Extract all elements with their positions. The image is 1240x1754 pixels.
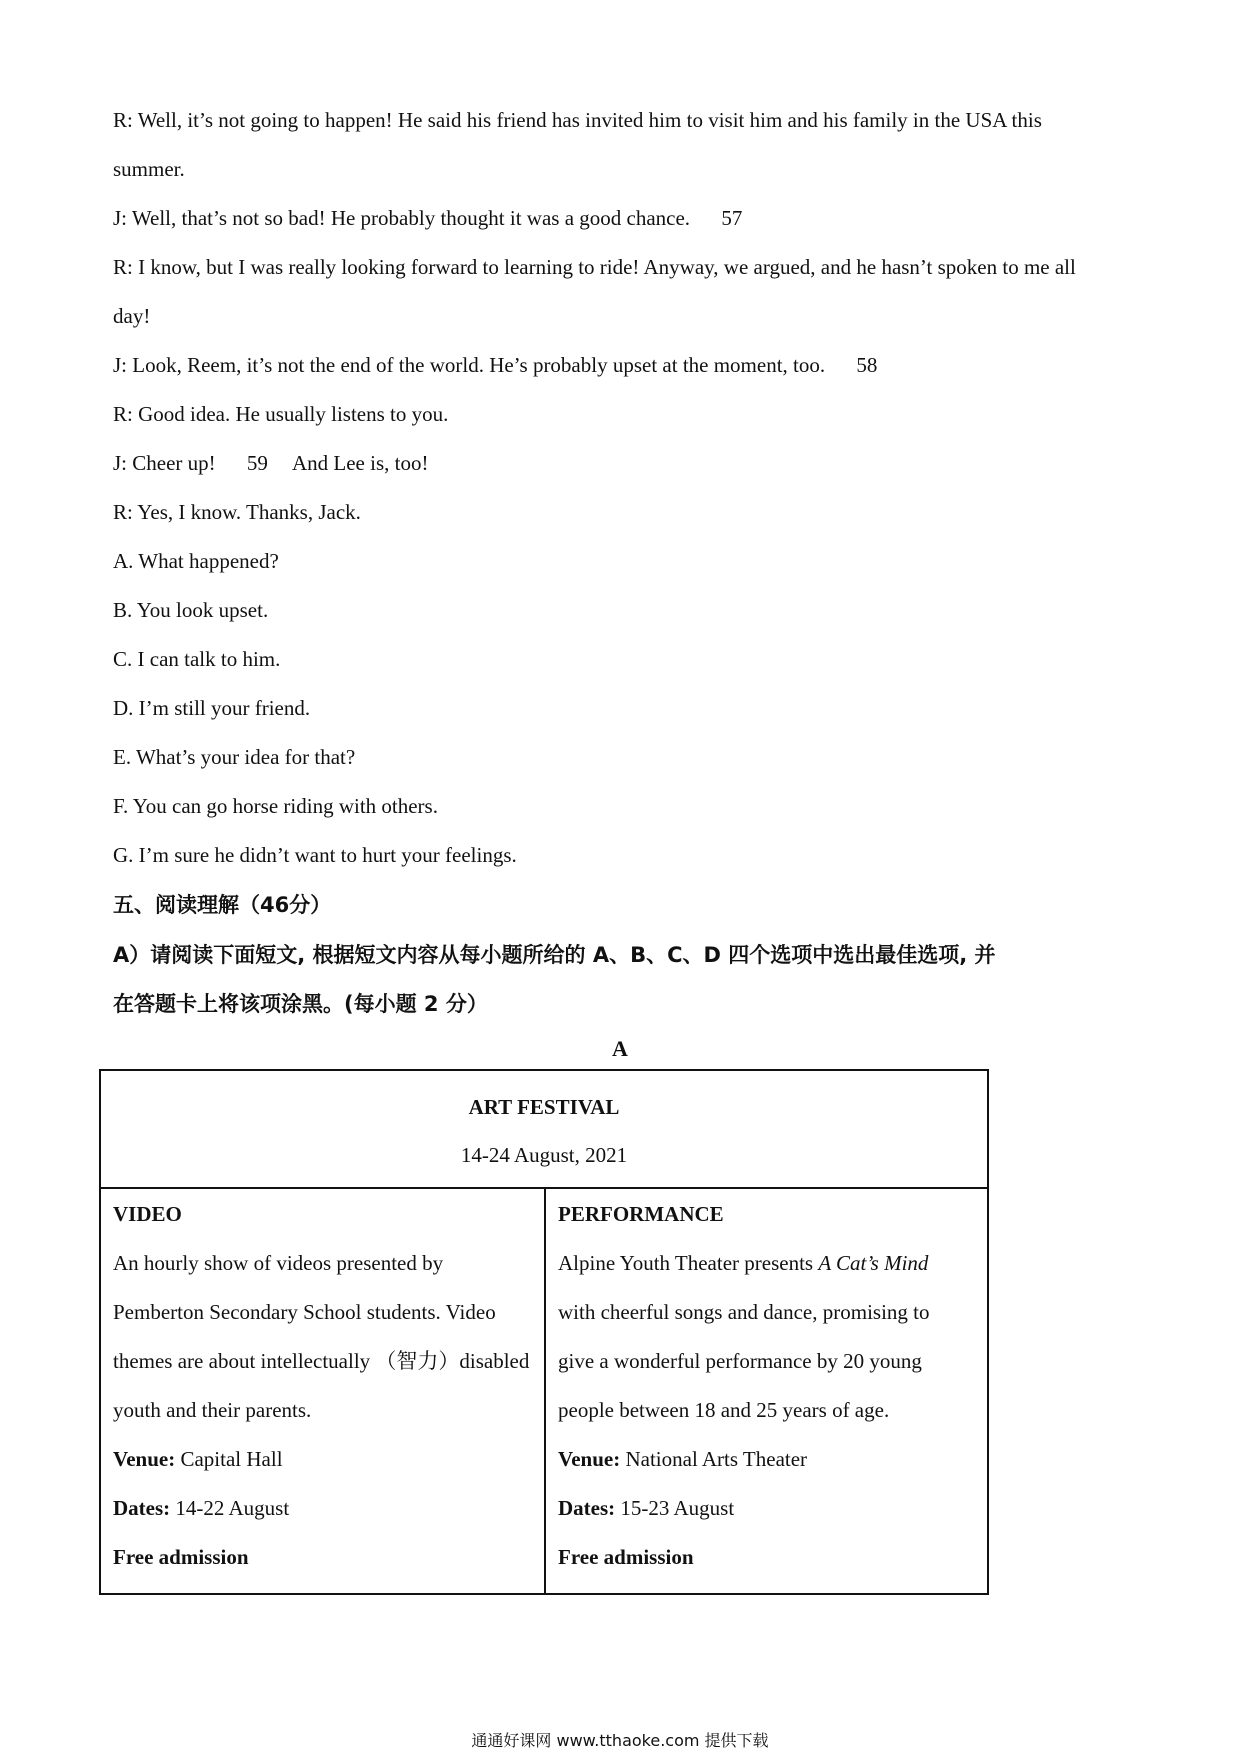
option-d: D. I’m still your friend. [113,696,311,720]
performance-admission: Free admission [558,1545,694,1569]
dialogue-line-1: R: Well, it’s not going to happen! He said his friend has invited him to visit him and his family in the USA this [113,108,1042,132]
answer-blank-59[interactable]: 59 [246,451,268,475]
performance-venue: Venue: National Arts Theater [558,1447,808,1471]
option-e: E. What’s your idea for that? [113,745,356,769]
video-desc-line-3: themes are about intellectually （智力）disabled [113,1349,530,1373]
video-heading: VIDEO [113,1202,182,1226]
option-b: B. You look upset. [113,598,269,622]
dialogue-line-8: J: Cheer up! 59 And Lee is, too! [113,451,429,475]
festival-dates: 14-24 August, 2021 [460,1143,628,1167]
option-g: G. I’m sure he didn’t want to hurt your feelings. [113,843,517,867]
performance-desc-line-4: people between 18 and 25 years of age. [558,1398,890,1422]
dialogue-line-5: day! [113,304,151,328]
performance-desc-line-2: with cheerful songs and dance, promising to [558,1300,930,1324]
passage-letter: A [612,1036,628,1061]
option-a: A. What happened? [113,549,279,573]
column-divider [544,1187,546,1595]
dialogue-line-3: J: Well, that’s not so bad! He probably thought it was a good chance. 57 [113,205,762,231]
video-desc-line-4: youth and their parents. [113,1398,312,1422]
dialogue-line-4: R: I know, but I was really looking forward to learning to ride! Anyway, we argued, and he hasn’t spoken to me all [113,255,1076,279]
page-footer: 通通好课网 www.tthaoke.com 提供下载 [471,1731,769,1750]
answer-blank-57[interactable]: 57 [721,206,743,230]
table-header [101,1071,987,1189]
option-c: C. I can talk to him. [113,647,281,671]
answer-blank-58[interactable]: 58 [856,353,878,377]
section-heading: 五、阅读理解（46分） [113,893,332,917]
instruction-line-2: 在答题卡上将该项涂黑。(每小题 2 分） [113,992,488,1016]
dialogue-line-7: R: Good idea. He usually listens to you. [113,402,449,426]
performance-dates: Dates: 15-23 August [558,1496,735,1520]
performance-desc-line-1: Alpine Youth Theater presents A Cat’s Mind [558,1251,929,1275]
instruction-line-1: A）请阅读下面短文, 根据短文内容从每小题所给的 A、B、C、D 四个选项中选出最佳选项, 并 [113,943,996,967]
performance-heading: PERFORMANCE [558,1202,724,1226]
video-venue: Venue: Capital Hall [113,1447,283,1471]
option-f: F. You can go horse riding with others. [113,794,438,818]
video-desc-line-2: Pemberton Secondary School students. Video [113,1300,496,1324]
dialogue-line-2: summer. [113,157,185,181]
art-festival-table [99,1069,989,1595]
festival-title: ART FESTIVAL [468,1095,620,1119]
dialogue-line-9: R: Yes, I know. Thanks, Jack. [113,500,361,524]
video-desc-line-1: An hourly show of videos presented by [113,1251,444,1275]
performance-desc-line-3: give a wonderful performance by 20 young [558,1349,922,1373]
video-dates: Dates: 14-22 August [113,1496,290,1520]
video-admission: Free admission [113,1545,249,1569]
dialogue-line-6: J: Look, Reem, it’s not the end of the world. He’s probably upset at the moment, too. 58 [113,352,897,378]
